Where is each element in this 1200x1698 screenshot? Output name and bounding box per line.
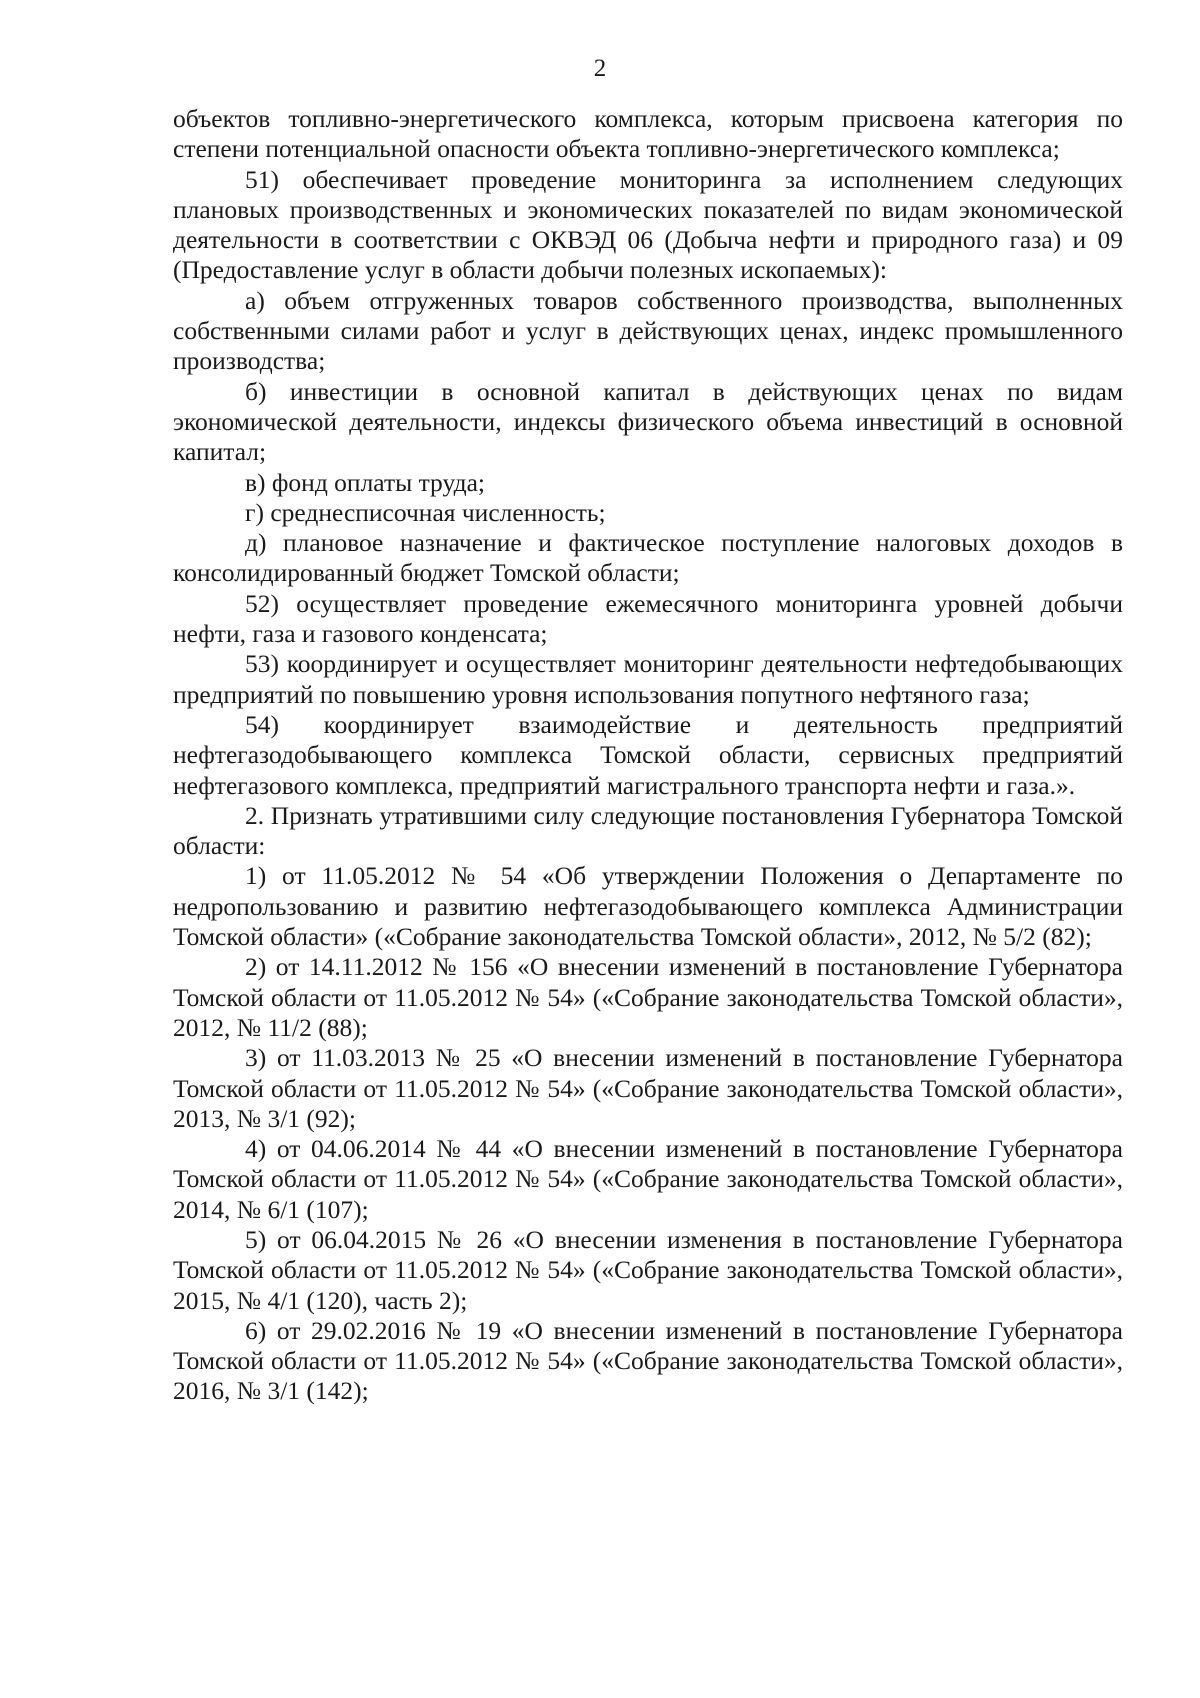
paragraph-continuation: объектов топливно-энергетического комплекса, которым присвоена категория по степени потенциальной опасности объекта топливно-энергетического комплекса; (173, 104, 1123, 164)
paragraph-subitem-d: д) плановое назначение и фактическое поступление налоговых доходов в консолидированный бюджет Томской области; (173, 528, 1123, 588)
paragraph-subitem-v: в) фонд оплаты труда; (245, 467, 485, 497)
document-body (173, 104, 1123, 1407)
paragraph-repeal-2: 2) от 14.11.2012 № 156 «О внесении изменений в постановление Губернатора Томской области от 11.05.2012 № 54» («Собрание законодательства Томской области», 2012, № 11/2 (88); (173, 952, 1123, 1042)
paragraph-item-53: 53) координирует и осуществляет мониторинг деятельности нефтедобывающих предприятий по повышению уровня использования попутного нефтяного газа; (173, 649, 1123, 709)
paragraph-repeal-1: 1) от 11.05.2012 № 54 «Об утверждении Положения о Департаменте по недропользованию и развитию нефтегазодобывающего комплекса Администрации Томской области» («Собрание законодательства Томской области», 2012, № 5/2 (82); (173, 861, 1123, 952)
paragraph-section-2: 2. Признать утратившими силу следующие постановления Губернатора Томской области: (173, 800, 1123, 861)
paragraph-subitem-b: б) инвестиции в основной капитал в действующих ценах по видам экономической деятельности, индексы физического объема инвестиций в основной капитал; (173, 376, 1123, 467)
paragraph-repeal-5: 5) от 06.04.2015 № 26 «О внесении изменения в постановление Губернатора Томской области от 11.05.2012 № 54» («Собрание законодательства Томской области», 2015, № 4/1 (120), часть 2); (173, 1224, 1123, 1315)
paragraph-item-52: 52) осуществляет проведение ежемесячного мониторинга уровней добычи нефти, газа и газового конденсата; (173, 588, 1123, 649)
paragraph-item-51: 51) обеспечивает проведение мониторинга за исполнением следующих плановых производственных и экономических показателей по видам экономической деятельности в соответствии с ОКВЭД 06 (Добыча нефти и природного газа) и 09 (Предоставление услуг в области добычи полезных ископаемых): (173, 164, 1123, 285)
paragraph-item-54: 54) координирует взаимодействие и деятельность предприятий нефтегазодобывающего комплекса Томской области, сервисных предприятий нефтегазового комплекса, предприятий магистрального транспорта нефти и газа.». (173, 709, 1123, 800)
paragraph-repeal-3: 3) от 11.03.2013 № 25 «О внесении изменений в постановление Губернатора Томской области от 11.05.2012 № 54» («Собрание законодательства Томской области», 2013, № 3/1 (92); (173, 1043, 1123, 1133)
paragraph-repeal-4: 4) от 04.06.2014 № 44 «О внесении изменений в постановление Губернатора Томской области от 11.05.2012 № 54» («Собрание законодательства Томской области», 2014, № 6/1 (107); (173, 1134, 1123, 1224)
paragraph-subitem-g: г) среднесписочная численность; (245, 497, 606, 527)
paragraph-subitem-a: а) объем отгруженных товаров собственного производства, выполненных собственными силами работ и услуг в действующих ценах, индекс промышленного производства; (173, 285, 1123, 376)
paragraph-repeal-6: 6) от 29.02.2016 № 19 «О внесении изменений в постановление Губернатора Томской области от 11.05.2012 № 54» («Собрание законодательства Томской области», 2016, № 3/1 (142); (173, 1315, 1123, 1406)
page-number: 2 (593, 55, 607, 82)
